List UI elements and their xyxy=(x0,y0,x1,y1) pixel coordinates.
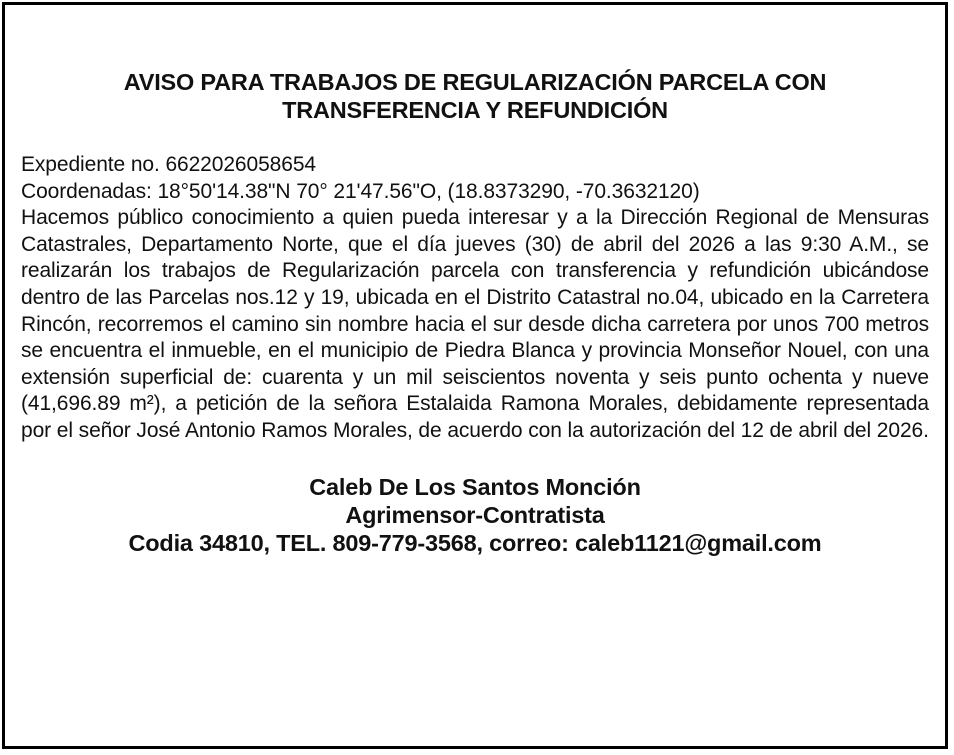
signature-contact: Codia 34810, TEL. 809-779-3568, correo: caleb1121@gmail.com xyxy=(128,529,822,556)
signature-role: Agrimensor-Contratista xyxy=(345,501,605,528)
signature-name: Caleb De Los Santos Monción xyxy=(309,473,641,500)
signature-block xyxy=(21,473,929,557)
title-line-2: TRANSFERENCIA Y REFUNDICIÓN xyxy=(282,97,668,123)
coordinates: Coordenadas: 18°50'14.38"N 70° 21'47.56"O, (18.8373290, -70.3632120) xyxy=(21,179,700,203)
title-line-1: AVISO PARA TRABAJOS DE REGULARIZACIÓN PARCELA CON xyxy=(123,69,827,95)
expediente-number: Expediente no. 6622026058654 xyxy=(21,153,316,176)
notice-title xyxy=(21,68,929,124)
notice-paragraph: Hacemos público conocimiento a quien pueda interesar y a la Dirección Regional de Mensuras Catastrales, Departamento Norte, que el día jueves (30) de abril del 2026 a las 9:30 A.M., se realizarán los trabajos de Regularización parcela con transferencia y refundición ubicándose dentro de las Parcelas nos.12 y 19, ubicada en el Distrito Catastral no.04, ubicado en la Carretera Rincón, recorremos el camino sin nombre hacia el sur desde dicha carretera por unos 700 metros se encuentra el inmueble, en el municipio de Piedra Blanca y provincia Monseñor Nouel, con una extensión superficial de: cuarenta y un mil seiscientos noventa y seis punto ochenta y nueve (41,696.89 m²), a petición de la señora Estalaida Ramona Morales, debidamente representada por el señor José Antonio Ramos Morales, de acuerdo con la autorización del 12 de abril del 2026. xyxy=(21,206,929,442)
notice-body xyxy=(21,152,929,445)
notice xyxy=(21,68,929,557)
